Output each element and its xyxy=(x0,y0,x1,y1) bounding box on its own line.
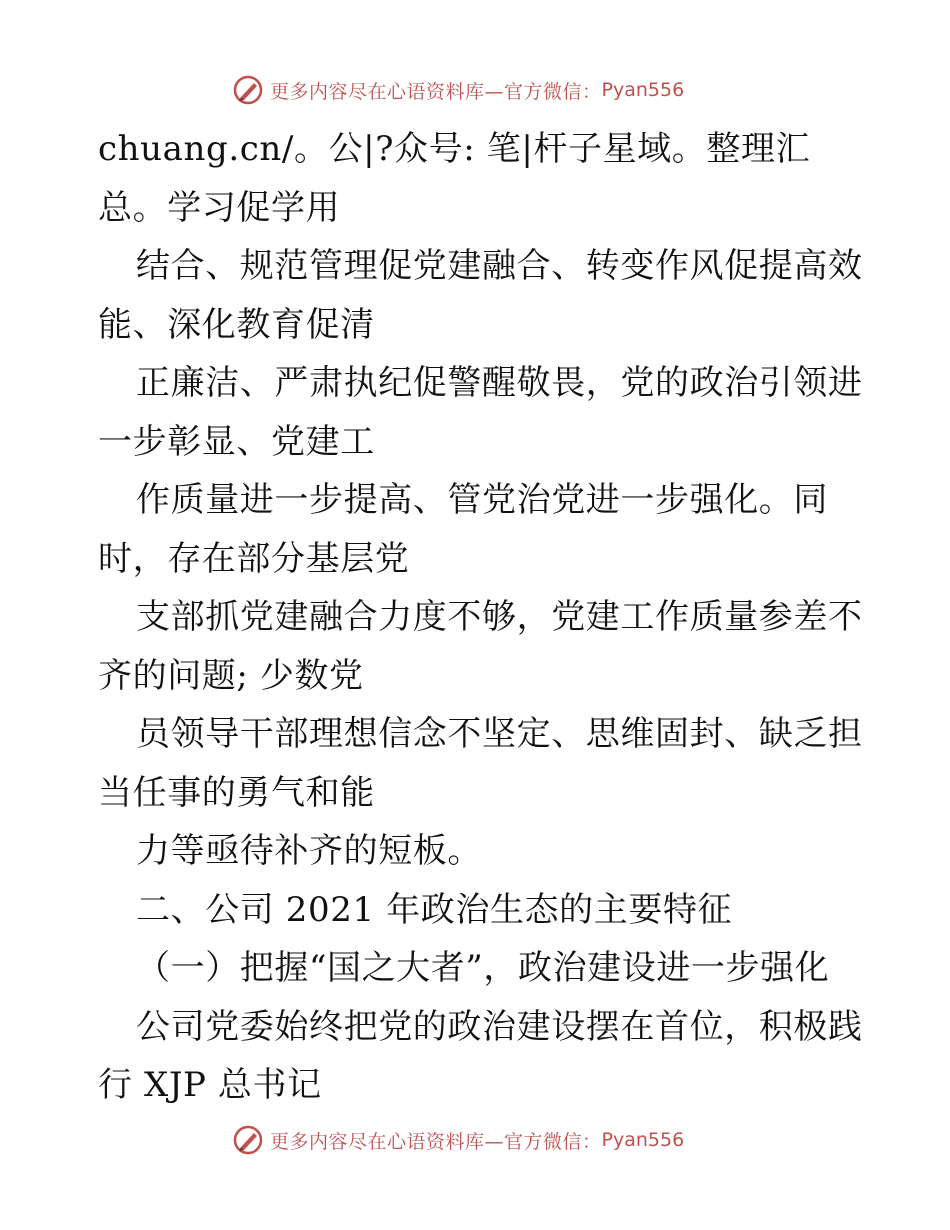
pen-logo-icon xyxy=(232,1124,264,1156)
text-line: 一步彰显、党建工 xyxy=(98,421,375,462)
text-line: 公司党委始终把党的政治建设摆在首位，积极践 xyxy=(136,1006,863,1047)
text-line: 正廉洁、严肃执纪促警醒敬畏，党的政治引领进 xyxy=(136,363,863,403)
text-line: 总。学习促学用 xyxy=(98,187,341,228)
text-line: 结合、规范管理促党建融合、转变作风促提高效 xyxy=(136,246,863,286)
text-line: 齐的问题; 少数党 xyxy=(98,655,364,696)
text-line: （一）把握“国之大者”，政治建设进一步强化 xyxy=(136,948,830,988)
text-line: 二、公司 2021 年政治生态的主要特征 xyxy=(136,889,733,930)
text-line: 当任事的勇气和能 xyxy=(98,772,375,813)
text-line: 员领导干部理想信念不坚定、思维固封、缺乏担 xyxy=(136,714,863,754)
banner-text: 更多内容尽在心语资料库—官方微信： xyxy=(270,80,602,103)
document-body xyxy=(98,120,863,1115)
text-line: chuang.cn/。公|?众号: 笔|杆子星域。整理汇 xyxy=(98,129,811,169)
banner-contact: Pyan556 xyxy=(601,79,685,101)
footer-watermark-banner xyxy=(232,1122,684,1158)
pen-logo-icon xyxy=(232,74,264,106)
text-line: 支部抓党建融合力度不够，党建工作质量参差不 xyxy=(136,597,863,637)
banner-contact: Pyan556 xyxy=(601,1129,685,1151)
text-line: 能、深化教育促清 xyxy=(98,304,375,345)
text-line: 力等亟待补齐的短板。 xyxy=(136,831,482,871)
text-line: 作质量进一步提高、管党治党进一步强化。同 xyxy=(136,480,828,520)
text-line: 行 XJP 总书记 xyxy=(98,1065,322,1105)
banner-text: 更多内容尽在心语资料库—官方微信： xyxy=(270,1130,602,1153)
text-line: 时，存在部分基层党 xyxy=(98,538,410,579)
header-watermark-banner xyxy=(232,72,684,108)
